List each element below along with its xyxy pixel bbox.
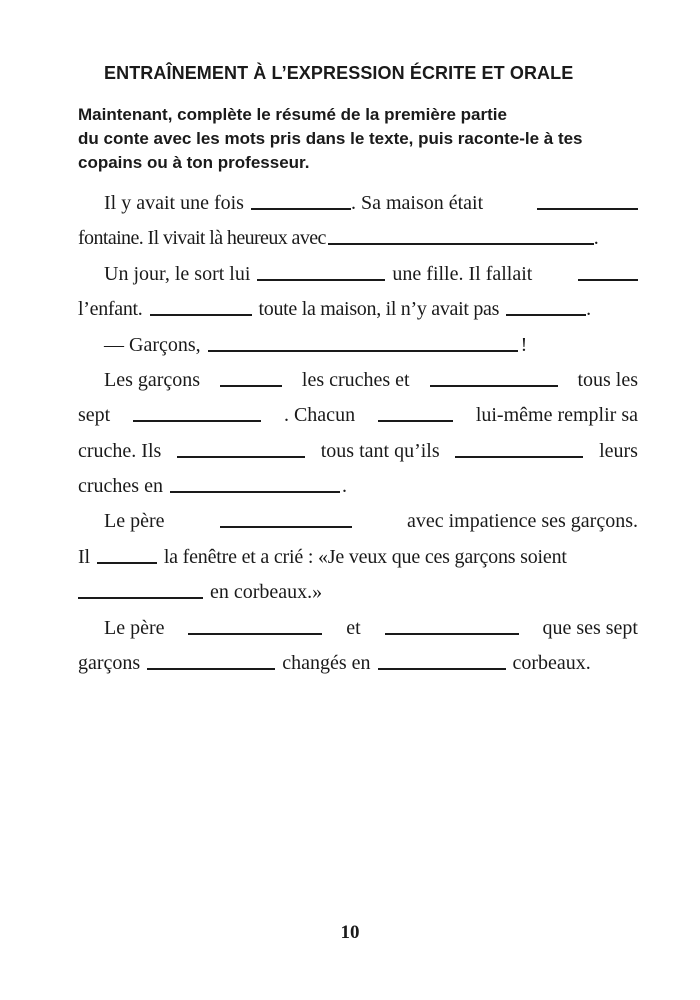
text-segment: l’enfant. [78, 298, 143, 320]
fill-in-blank[interactable] [385, 633, 519, 635]
fill-in-blank[interactable] [378, 420, 453, 422]
text-segment: les cruches et [301, 369, 410, 391]
text-line-3 [78, 251, 638, 286]
text-segment: la fenêtre et a crié : «Je veux que ces garçons soient [163, 546, 567, 568]
fill-in-blank[interactable] [251, 208, 351, 210]
text-line-5 [78, 322, 638, 357]
text-line-6 [78, 357, 638, 392]
fill-in-blank[interactable] [220, 526, 352, 528]
fill-in-blank[interactable] [537, 208, 638, 210]
fill-in-blank[interactable] [147, 668, 275, 670]
fill-in-blank[interactable] [170, 491, 340, 493]
fill-in-blank[interactable] [150, 314, 252, 316]
text-line-2 [78, 215, 638, 250]
text-segment: corbeaux. [512, 652, 591, 674]
fill-in-blank[interactable] [97, 562, 157, 564]
instructions-line-2: du conte avec les mots pris dans le texte, puis raconte-le à tes [78, 129, 583, 148]
text-segment: garçons [78, 652, 141, 674]
instructions-line-3: copains ou à ton professeur. [78, 153, 310, 172]
text-segment: cruches en [78, 475, 163, 497]
fill-in-blank[interactable] [220, 385, 282, 387]
text-segment: Les garçons [104, 369, 201, 391]
text-segment: et [346, 617, 361, 639]
fill-in-blank[interactable] [133, 420, 261, 422]
text-segment: que ses sept [542, 617, 638, 639]
text-segment: . [586, 298, 591, 320]
text-line-4 [78, 286, 638, 321]
fill-in-blank[interactable] [78, 597, 203, 599]
text-line-11 [78, 534, 638, 569]
fill-in-blank[interactable] [430, 385, 558, 387]
fill-in-blank[interactable] [455, 456, 583, 458]
text-line-14 [78, 640, 638, 675]
text-segment: Un jour, le sort lui [104, 263, 251, 285]
text-segment: Le père [104, 617, 165, 639]
fill-in-blank[interactable] [177, 456, 305, 458]
text-line-13 [78, 605, 638, 640]
text-segment: cruche. Ils [78, 440, 162, 462]
text-segment: changés en [282, 652, 371, 674]
fill-in-blank[interactable] [378, 668, 506, 670]
fill-in-blank[interactable] [328, 243, 594, 245]
exercise-heading: ENTRAÎNEMENT À L’EXPRESSION ÉCRITE ET ORALE [104, 63, 574, 83]
fill-in-blank[interactable] [578, 279, 638, 281]
text-segment: fontaine. Il vivait là heureux avec [78, 227, 326, 249]
text-segment: toute la maison, il n’y avait pas [258, 298, 500, 320]
text-segment: Il y avait une fois [104, 192, 244, 214]
text-line-1 [78, 180, 638, 215]
text-segment: Il [78, 546, 90, 568]
text-segment: . Chacun [283, 404, 356, 426]
text-segment: . Sa maison était [350, 192, 484, 214]
text-segment: . [593, 227, 599, 249]
text-segment: lui-même remplir sa [475, 404, 638, 426]
text-line-12 [78, 569, 638, 604]
text-segment: sept [78, 404, 111, 426]
text-segment: leurs [599, 440, 638, 462]
fill-in-blank[interactable] [257, 279, 385, 281]
text-segment: tous tant qu’ils [320, 440, 440, 462]
text-segment: tous les [577, 369, 638, 391]
text-segment: une fille. Il fallait [392, 263, 533, 285]
fill-in-blank[interactable] [208, 350, 518, 352]
text-segment: — Garçons, [104, 334, 201, 356]
page-number: 10 [340, 922, 360, 943]
fill-in-blank[interactable] [506, 314, 586, 316]
text-line-8 [78, 428, 638, 463]
text-segment: avec impatience ses garçons. [406, 510, 638, 532]
instructions-line-1: Maintenant, complète le résumé de la première partie [78, 105, 507, 124]
text-segment: en corbeaux.» [210, 581, 323, 603]
exercise-instructions [78, 103, 638, 175]
text-segment: . [341, 475, 347, 497]
text-line-7 [78, 392, 638, 427]
text-line-9 [78, 463, 638, 498]
text-segment: Le père [104, 510, 165, 532]
text-line-10 [78, 498, 638, 533]
fill-in-blank[interactable] [188, 633, 322, 635]
text-segment: ! [520, 334, 528, 356]
